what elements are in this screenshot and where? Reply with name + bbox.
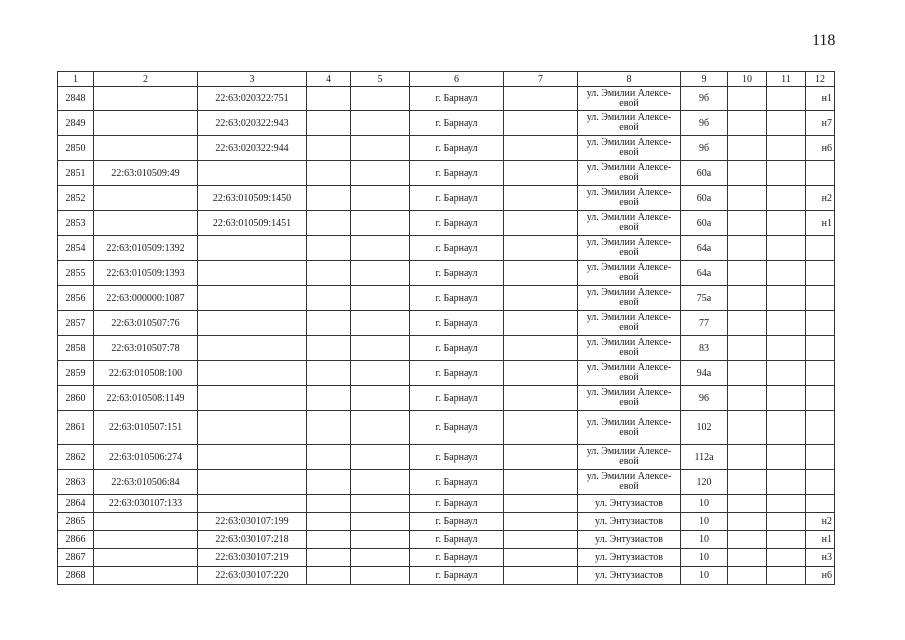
table-row bbox=[58, 261, 835, 286]
col12-cell bbox=[806, 361, 835, 386]
row-number-cell: 2862 bbox=[58, 445, 94, 470]
col12-cell bbox=[806, 161, 835, 186]
col5-cell bbox=[351, 386, 410, 411]
city-cell: г. Барнаул bbox=[410, 470, 504, 495]
table-row bbox=[58, 495, 835, 513]
header-cell: 6 bbox=[410, 72, 504, 87]
col12-cell bbox=[806, 445, 835, 470]
col11-cell bbox=[767, 161, 806, 186]
table-row bbox=[58, 286, 835, 311]
col10-cell bbox=[728, 470, 767, 495]
col10-cell bbox=[728, 386, 767, 411]
col3-cadastral-cell: 22:63:010509:1451 bbox=[198, 211, 307, 236]
street-cell: ул. Эмилии Алексе-евой bbox=[578, 411, 681, 445]
table-row bbox=[58, 470, 835, 495]
col5-cell bbox=[351, 161, 410, 186]
col11-cell bbox=[767, 386, 806, 411]
col5-cell bbox=[351, 87, 410, 111]
col5-cell bbox=[351, 361, 410, 386]
col7-cell bbox=[504, 567, 578, 585]
city-cell: г. Барнаул bbox=[410, 513, 504, 531]
table-row bbox=[58, 411, 835, 445]
col3-cadastral-cell: 22:63:030107:220 bbox=[198, 567, 307, 585]
col7-cell bbox=[504, 87, 578, 111]
street-cell: ул. Эмилии Алексе-евой bbox=[578, 236, 681, 261]
col3-cadastral-cell bbox=[198, 470, 307, 495]
col10-cell bbox=[728, 495, 767, 513]
house-cell: 60а bbox=[681, 211, 728, 236]
col4-cell bbox=[307, 549, 351, 567]
table-row bbox=[58, 136, 835, 161]
house-cell: 10 bbox=[681, 513, 728, 531]
col4-cell bbox=[307, 411, 351, 445]
header-cell: 1 bbox=[58, 72, 94, 87]
col4-cell bbox=[307, 286, 351, 311]
col11-cell bbox=[767, 495, 806, 513]
col12-cell bbox=[806, 336, 835, 361]
col5-cell bbox=[351, 261, 410, 286]
street-cell: ул. Эмилии Алексе-евой bbox=[578, 445, 681, 470]
col11-cell bbox=[767, 236, 806, 261]
col3-cadastral-cell bbox=[198, 161, 307, 186]
table-row bbox=[58, 361, 835, 386]
col11-cell bbox=[767, 211, 806, 236]
street-cell: ул. Энтузиастов bbox=[578, 567, 681, 585]
col10-cell bbox=[728, 87, 767, 111]
col2-cadastral-cell bbox=[94, 567, 198, 585]
row-number-cell: 2858 bbox=[58, 336, 94, 361]
table-row bbox=[58, 336, 835, 361]
col4-cell bbox=[307, 311, 351, 336]
col11-cell bbox=[767, 87, 806, 111]
house-cell: 83 bbox=[681, 336, 728, 361]
col7-cell bbox=[504, 211, 578, 236]
col7-cell bbox=[504, 336, 578, 361]
col3-cadastral-cell bbox=[198, 411, 307, 445]
col10-cell bbox=[728, 311, 767, 336]
col4-cell bbox=[307, 531, 351, 549]
table-row bbox=[58, 386, 835, 411]
col11-cell bbox=[767, 531, 806, 549]
row-number-cell: 2851 bbox=[58, 161, 94, 186]
row-number-cell: 2857 bbox=[58, 311, 94, 336]
table-row bbox=[58, 567, 835, 585]
col4-cell bbox=[307, 336, 351, 361]
header-cell: 5 bbox=[351, 72, 410, 87]
col4-cell bbox=[307, 186, 351, 211]
col11-cell bbox=[767, 361, 806, 386]
col2-cadastral-cell: 22:63:010506:274 bbox=[94, 445, 198, 470]
col11-cell bbox=[767, 111, 806, 136]
col3-cadastral-cell bbox=[198, 286, 307, 311]
col2-cadastral-cell: 22:63:010506:84 bbox=[94, 470, 198, 495]
col11-cell bbox=[767, 549, 806, 567]
col12-cell: н6 bbox=[806, 567, 835, 585]
row-number-cell: 2849 bbox=[58, 111, 94, 136]
col4-cell bbox=[307, 470, 351, 495]
col10-cell bbox=[728, 136, 767, 161]
col3-cadastral-cell bbox=[198, 261, 307, 286]
col11-cell bbox=[767, 136, 806, 161]
city-cell: г. Барнаул bbox=[410, 531, 504, 549]
house-cell: 64а bbox=[681, 261, 728, 286]
city-cell: г. Барнаул bbox=[410, 261, 504, 286]
row-number-cell: 2863 bbox=[58, 470, 94, 495]
col7-cell bbox=[504, 261, 578, 286]
col5-cell bbox=[351, 513, 410, 531]
city-cell: г. Барнаул bbox=[410, 495, 504, 513]
header-cell: 4 bbox=[307, 72, 351, 87]
col4-cell bbox=[307, 87, 351, 111]
col5-cell bbox=[351, 411, 410, 445]
col7-cell bbox=[504, 411, 578, 445]
header-cell: 7 bbox=[504, 72, 578, 87]
city-cell: г. Барнаул bbox=[410, 311, 504, 336]
col4-cell bbox=[307, 386, 351, 411]
col2-cadastral-cell bbox=[94, 211, 198, 236]
row-number-cell: 2848 bbox=[58, 87, 94, 111]
col7-cell bbox=[504, 549, 578, 567]
city-cell: г. Барнаул bbox=[410, 361, 504, 386]
col7-cell bbox=[504, 186, 578, 211]
row-number-cell: 2852 bbox=[58, 186, 94, 211]
col3-cadastral-cell: 22:63:020322:943 bbox=[198, 111, 307, 136]
col3-cadastral-cell: 22:63:020322:751 bbox=[198, 87, 307, 111]
col2-cadastral-cell bbox=[94, 513, 198, 531]
house-cell: 9б bbox=[681, 87, 728, 111]
col7-cell bbox=[504, 311, 578, 336]
city-cell: г. Барнаул bbox=[410, 445, 504, 470]
col11-cell bbox=[767, 261, 806, 286]
col2-cadastral-cell: 22:63:010508:1149 bbox=[94, 386, 198, 411]
col11-cell bbox=[767, 445, 806, 470]
house-cell: 64а bbox=[681, 236, 728, 261]
col10-cell bbox=[728, 236, 767, 261]
col12-cell: н7 bbox=[806, 111, 835, 136]
col12-cell bbox=[806, 311, 835, 336]
col7-cell bbox=[504, 495, 578, 513]
col12-cell bbox=[806, 495, 835, 513]
street-cell: ул. Эмилии Алексе-евой bbox=[578, 386, 681, 411]
col5-cell bbox=[351, 236, 410, 261]
col2-cadastral-cell: 22:63:010509:1392 bbox=[94, 236, 198, 261]
col5-cell bbox=[351, 445, 410, 470]
col10-cell bbox=[728, 513, 767, 531]
col10-cell bbox=[728, 161, 767, 186]
col10-cell bbox=[728, 336, 767, 361]
house-cell: 10 bbox=[681, 549, 728, 567]
house-cell: 9б bbox=[681, 111, 728, 136]
city-cell: г. Барнаул bbox=[410, 161, 504, 186]
col5-cell bbox=[351, 211, 410, 236]
col12-cell: н2 bbox=[806, 513, 835, 531]
house-cell: 10 bbox=[681, 531, 728, 549]
col3-cadastral-cell bbox=[198, 361, 307, 386]
col12-cell: н2 bbox=[806, 186, 835, 211]
table-row bbox=[58, 111, 835, 136]
col5-cell bbox=[351, 549, 410, 567]
col2-cadastral-cell bbox=[94, 87, 198, 111]
house-cell: 10 bbox=[681, 495, 728, 513]
house-cell: 10 bbox=[681, 567, 728, 585]
row-number-cell: 2868 bbox=[58, 567, 94, 585]
row-number-cell: 2865 bbox=[58, 513, 94, 531]
street-cell: ул. Эмилии Алексе-евой bbox=[578, 261, 681, 286]
col5-cell bbox=[351, 336, 410, 361]
col7-cell bbox=[504, 161, 578, 186]
street-cell: ул. Эмилии Алексе-евой bbox=[578, 470, 681, 495]
street-cell: ул. Эмилии Алексе-евой bbox=[578, 111, 681, 136]
street-cell: ул. Эмилии Алексе-евой bbox=[578, 361, 681, 386]
page-number: 118 bbox=[812, 32, 836, 49]
col4-cell bbox=[307, 111, 351, 136]
col5-cell bbox=[351, 186, 410, 211]
col12-cell bbox=[806, 470, 835, 495]
col2-cadastral-cell: 22:63:010507:78 bbox=[94, 336, 198, 361]
col5-cell bbox=[351, 567, 410, 585]
header-cell: 11 bbox=[767, 72, 806, 87]
col10-cell bbox=[728, 567, 767, 585]
col2-cadastral-cell: 22:63:030107:133 bbox=[94, 495, 198, 513]
col4-cell bbox=[307, 161, 351, 186]
city-cell: г. Барнаул bbox=[410, 549, 504, 567]
col3-cadastral-cell bbox=[198, 495, 307, 513]
street-cell: ул. Эмилии Алексе-евой bbox=[578, 286, 681, 311]
header-cell: 3 bbox=[198, 72, 307, 87]
col10-cell bbox=[728, 261, 767, 286]
table-row bbox=[58, 531, 835, 549]
row-number-cell: 2856 bbox=[58, 286, 94, 311]
street-cell: ул. Энтузиастов bbox=[578, 531, 681, 549]
city-cell: г. Барнаул bbox=[410, 336, 504, 361]
house-cell: 96 bbox=[681, 386, 728, 411]
street-cell: ул. Энтузиастов bbox=[578, 495, 681, 513]
col10-cell bbox=[728, 211, 767, 236]
col2-cadastral-cell: 22:63:010509:1393 bbox=[94, 261, 198, 286]
col3-cadastral-cell bbox=[198, 236, 307, 261]
col3-cadastral-cell bbox=[198, 336, 307, 361]
header-cell: 10 bbox=[728, 72, 767, 87]
table-row bbox=[58, 513, 835, 531]
col7-cell bbox=[504, 361, 578, 386]
header-cell: 12 bbox=[806, 72, 835, 87]
col10-cell bbox=[728, 111, 767, 136]
col5-cell bbox=[351, 531, 410, 549]
col5-cell bbox=[351, 111, 410, 136]
table-row bbox=[58, 211, 835, 236]
row-number-cell: 2861 bbox=[58, 411, 94, 445]
col11-cell bbox=[767, 411, 806, 445]
col4-cell bbox=[307, 445, 351, 470]
col12-cell: н1 bbox=[806, 531, 835, 549]
col4-cell bbox=[307, 567, 351, 585]
col11-cell bbox=[767, 470, 806, 495]
city-cell: г. Барнаул bbox=[410, 111, 504, 136]
col3-cadastral-cell: 22:63:030107:219 bbox=[198, 549, 307, 567]
street-cell: ул. Эмилии Алексе-евой bbox=[578, 87, 681, 111]
city-cell: г. Барнаул bbox=[410, 211, 504, 236]
row-number-cell: 2855 bbox=[58, 261, 94, 286]
table-row bbox=[58, 186, 835, 211]
col11-cell bbox=[767, 286, 806, 311]
city-cell: г. Барнаул bbox=[410, 87, 504, 111]
col10-cell bbox=[728, 186, 767, 211]
row-number-cell: 2864 bbox=[58, 495, 94, 513]
street-cell: ул. Эмилии Алексе-евой bbox=[578, 186, 681, 211]
registry-table bbox=[57, 71, 835, 585]
house-cell: 112а bbox=[681, 445, 728, 470]
col11-cell bbox=[767, 336, 806, 361]
street-cell: ул. Эмилии Алексе-евой bbox=[578, 336, 681, 361]
col2-cadastral-cell bbox=[94, 136, 198, 161]
col7-cell bbox=[504, 531, 578, 549]
table-row bbox=[58, 549, 835, 567]
col3-cadastral-cell: 22:63:030107:199 bbox=[198, 513, 307, 531]
house-cell: 94а bbox=[681, 361, 728, 386]
col7-cell bbox=[504, 111, 578, 136]
col4-cell bbox=[307, 236, 351, 261]
col2-cadastral-cell bbox=[94, 531, 198, 549]
row-number-cell: 2853 bbox=[58, 211, 94, 236]
house-cell: 9б bbox=[681, 136, 728, 161]
col4-cell bbox=[307, 261, 351, 286]
col11-cell bbox=[767, 567, 806, 585]
col5-cell bbox=[351, 136, 410, 161]
col3-cadastral-cell: 22:63:020322:944 bbox=[198, 136, 307, 161]
col2-cadastral-cell bbox=[94, 549, 198, 567]
col3-cadastral-cell bbox=[198, 311, 307, 336]
col10-cell bbox=[728, 361, 767, 386]
table-row bbox=[58, 445, 835, 470]
city-cell: г. Барнаул bbox=[410, 411, 504, 445]
col12-cell: н1 bbox=[806, 87, 835, 111]
city-cell: г. Барнаул bbox=[410, 186, 504, 211]
col11-cell bbox=[767, 513, 806, 531]
col11-cell bbox=[767, 186, 806, 211]
house-cell: 75а bbox=[681, 286, 728, 311]
col5-cell bbox=[351, 470, 410, 495]
street-cell: ул. Эмилии Алексе-евой bbox=[578, 311, 681, 336]
street-cell: ул. Эмилии Алексе-евой bbox=[578, 211, 681, 236]
col7-cell bbox=[504, 286, 578, 311]
col5-cell bbox=[351, 286, 410, 311]
row-number-cell: 2866 bbox=[58, 531, 94, 549]
col2-cadastral-cell: 22:63:010508:100 bbox=[94, 361, 198, 386]
street-cell: ул. Энтузиастов bbox=[578, 513, 681, 531]
header-cell: 2 bbox=[94, 72, 198, 87]
col2-cadastral-cell: 22:63:010507:151 bbox=[94, 411, 198, 445]
col12-cell bbox=[806, 261, 835, 286]
col3-cadastral-cell: 22:63:030107:218 bbox=[198, 531, 307, 549]
col10-cell bbox=[728, 445, 767, 470]
col11-cell bbox=[767, 311, 806, 336]
header-cell: 8 bbox=[578, 72, 681, 87]
col12-cell: н6 bbox=[806, 136, 835, 161]
col7-cell bbox=[504, 136, 578, 161]
table-row bbox=[58, 236, 835, 261]
col10-cell bbox=[728, 531, 767, 549]
col12-cell bbox=[806, 286, 835, 311]
col12-cell: н3 bbox=[806, 549, 835, 567]
col7-cell bbox=[504, 445, 578, 470]
col4-cell bbox=[307, 136, 351, 161]
col4-cell bbox=[307, 495, 351, 513]
col4-cell bbox=[307, 361, 351, 386]
row-number-cell: 2859 bbox=[58, 361, 94, 386]
col3-cadastral-cell bbox=[198, 386, 307, 411]
city-cell: г. Барнаул bbox=[410, 236, 504, 261]
col4-cell bbox=[307, 211, 351, 236]
city-cell: г. Барнаул bbox=[410, 136, 504, 161]
row-number-cell: 2854 bbox=[58, 236, 94, 261]
table-row bbox=[58, 87, 835, 111]
street-cell: ул. Эмилии Алексе-евой bbox=[578, 161, 681, 186]
street-cell: ул. Энтузиастов bbox=[578, 549, 681, 567]
house-cell: 60а bbox=[681, 161, 728, 186]
house-cell: 60а bbox=[681, 186, 728, 211]
row-number-cell: 2867 bbox=[58, 549, 94, 567]
col10-cell bbox=[728, 286, 767, 311]
col5-cell bbox=[351, 495, 410, 513]
col12-cell bbox=[806, 386, 835, 411]
house-cell: 102 bbox=[681, 411, 728, 445]
col2-cadastral-cell: 22:63:010509:49 bbox=[94, 161, 198, 186]
col12-cell: н1 bbox=[806, 211, 835, 236]
col7-cell bbox=[504, 236, 578, 261]
col10-cell bbox=[728, 411, 767, 445]
col5-cell bbox=[351, 311, 410, 336]
row-number-cell: 2860 bbox=[58, 386, 94, 411]
col7-cell bbox=[504, 386, 578, 411]
city-cell: г. Барнаул bbox=[410, 386, 504, 411]
col10-cell bbox=[728, 549, 767, 567]
col12-cell bbox=[806, 411, 835, 445]
table-row bbox=[58, 311, 835, 336]
col3-cadastral-cell: 22:63:010509:1450 bbox=[198, 186, 307, 211]
col12-cell bbox=[806, 236, 835, 261]
col2-cadastral-cell bbox=[94, 111, 198, 136]
city-cell: г. Барнаул bbox=[410, 567, 504, 585]
row-number-cell: 2850 bbox=[58, 136, 94, 161]
col2-cadastral-cell: 22:63:010507:76 bbox=[94, 311, 198, 336]
col4-cell bbox=[307, 513, 351, 531]
table-row bbox=[58, 161, 835, 186]
col7-cell bbox=[504, 513, 578, 531]
street-cell: ул. Эмилии Алексе-евой bbox=[578, 136, 681, 161]
house-cell: 77 bbox=[681, 311, 728, 336]
house-cell: 120 bbox=[681, 470, 728, 495]
col7-cell bbox=[504, 470, 578, 495]
col2-cadastral-cell bbox=[94, 186, 198, 211]
col3-cadastral-cell bbox=[198, 445, 307, 470]
col2-cadastral-cell: 22:63:000000:1087 bbox=[94, 286, 198, 311]
table-header-row bbox=[58, 72, 835, 87]
city-cell: г. Барнаул bbox=[410, 286, 504, 311]
header-cell: 9 bbox=[681, 72, 728, 87]
